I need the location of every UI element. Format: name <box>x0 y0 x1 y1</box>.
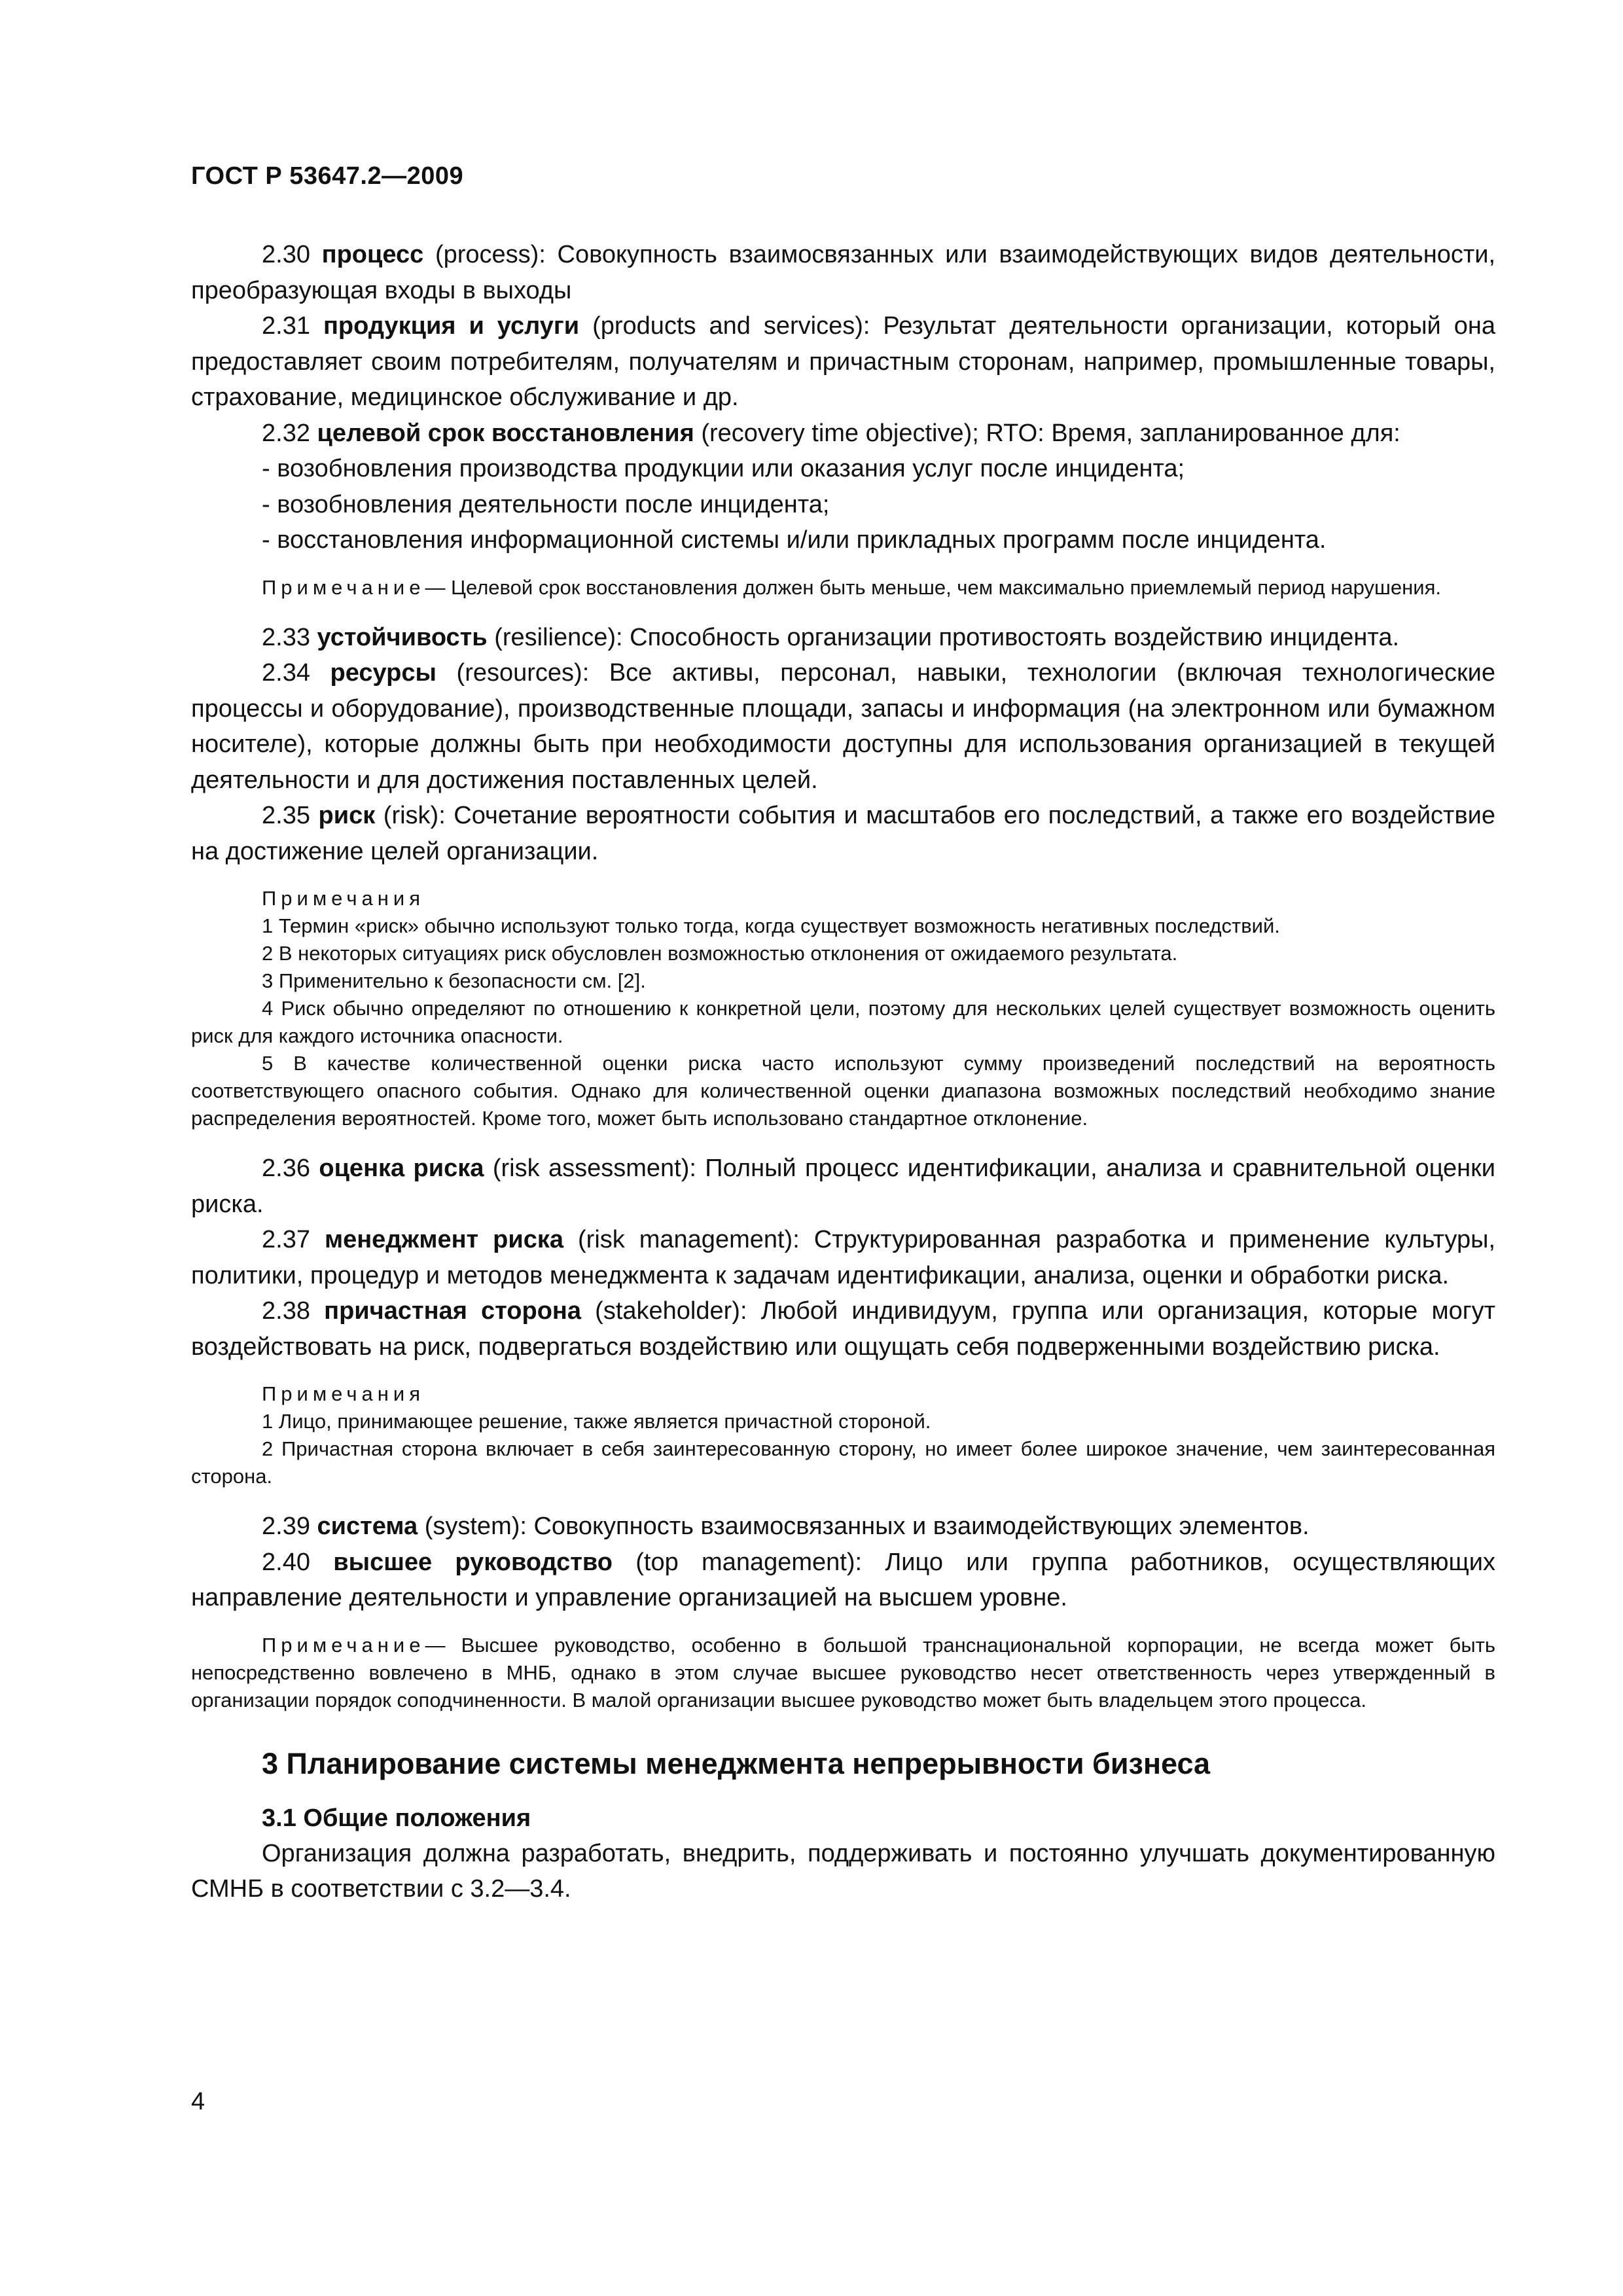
section-paragraph: Организация должна разработать, внедрить, поддерживать и постоянно улучшать документированную СМНБ в соответствии с 3.2—3.4. <box>191 1839 1495 1903</box>
term-name: система <box>317 1513 418 1540</box>
note-item: 1 Термин «риск» обычно используют только тогда, когда существует возможность негативных последствий. <box>262 914 1280 937</box>
term-name: продукция и услуги <box>323 312 580 340</box>
term-entry <box>191 416 1495 452</box>
term-entry <box>191 798 1495 869</box>
term-definition: (products and services): Результат деятельности организации, который она предоставляет своим потребителям, получателям и причастным сторонам, например, промышленные товары, страхование, медицинское обслуживание и др. <box>191 312 1496 411</box>
term-number: 2.38 <box>262 1297 310 1325</box>
term-entry <box>191 308 1495 416</box>
notes-heading: Примечания <box>262 1382 425 1405</box>
note-item: 1 Лицо, принимающее решение, также является причастной стороной. <box>262 1410 931 1433</box>
notes-block <box>191 885 1495 1132</box>
term-name: процесс <box>321 241 424 268</box>
term-entry <box>191 1222 1495 1293</box>
term-number: 2.32 <box>262 419 310 447</box>
note-item: 3 Применительно к безопасности см. [2]. <box>262 969 646 992</box>
term-name: целевой срок восстановления <box>317 419 694 447</box>
note-text <box>191 1632 1495 1714</box>
note-item: 5 В качестве количественной оценки риска часто используют сумму произведений последствий на вероятность соответствующего опасного события. Однако для количественной оценки диапазона возможных последствий необходимо знание распределения вероятностей. Кроме того, может быть использовано стандартное отклонение. <box>191 1052 1495 1130</box>
term-number: 2.37 <box>262 1226 310 1253</box>
list-item: - возобновления деятельности после инцидента; <box>262 490 830 518</box>
term-name: менеджмент риска <box>324 1226 564 1253</box>
term-definition: (resources): Все активы, персонал, навыки, технологии (включая технологические процессы и оборудование), производственные площади, запасы и информация (на электронном или бумажном носителе), которые должны быть при необходимости доступны для использования организацией в текущей деятельности и для достижения поставленных целей. <box>191 659 1496 794</box>
term-entry <box>191 1151 1495 1222</box>
term-number: 2.30 <box>262 241 310 268</box>
term-definition: (risk management): Структурированная разработка и применение культуры, политики, процедур и методов менеджмента к задачам идентификации, анализа, оценки и обработки риска. <box>191 1226 1496 1289</box>
term-number: 2.35 <box>262 802 310 829</box>
note-block <box>191 574 1495 601</box>
notes-block <box>191 1380 1495 1490</box>
term-entry <box>191 237 1495 308</box>
note-text <box>191 574 1495 601</box>
note-label: Примечание <box>262 1633 425 1657</box>
notes-heading: Примечания <box>262 887 425 910</box>
subsection-heading: 3.1 Общие положения <box>262 1804 531 1832</box>
term-name: устойчивость <box>317 623 488 651</box>
term-entry <box>191 620 1495 656</box>
term-definition: (top management): Лицо или группа работников, осуществляющих направление деятельности и управление организацией на высшем уровне. <box>191 1548 1495 1611</box>
term-entry <box>191 1293 1495 1365</box>
note-item: 2 В некоторых ситуациях риск обусловлен возможностью отклонения от ожидаемого результата. <box>262 942 1178 965</box>
note-body: — Высшее руководство, особенно в большой транснациональной корпорации, не всегда может быть непосредственно вовлечено в МНБ, однако в этом случае высшее руководство несет ответственность через утвержденный в организации порядок соподчиненности. В малой организации высшее руководство может быть владельцем этого процесса. <box>191 1633 1495 1712</box>
standard-header: ГОСТ Р 53647.2—2009 <box>191 162 464 190</box>
term-number: 2.36 <box>262 1155 310 1182</box>
term-entry <box>191 1509 1495 1545</box>
list-item: - восстановления информационной системы и/или прикладных программ после инцидента. <box>262 526 1327 554</box>
note-body: — Целевой срок восстановления должен быть меньше, чем максимально приемлемый период нарушения. <box>425 575 1441 599</box>
term-definition: (stakeholder): Любой индивидуум, группа или организация, которые могут воздействовать на риск, подвергаться воздействию или ощущать себя подверженными воздействию риска. <box>191 1297 1496 1361</box>
note-block <box>191 1632 1495 1714</box>
note-item: 4 Риск обычно определяют по отношению к конкретной цели, поэтому для нескольких целей существует возможность оценить риск для каждого источника опасности. <box>191 997 1495 1047</box>
note-item: 2 Причастная сторона включает в себя заинтересованную сторону, но имеет более широкое значение, чем заинтересованная сторона. <box>191 1437 1495 1488</box>
term-number: 2.34 <box>262 659 310 687</box>
term-entry <box>191 655 1495 798</box>
term-definition: (recovery time objective); RTO: Время, запланированное для: <box>701 419 1400 447</box>
term-name: ресурсы <box>330 659 437 687</box>
term-number: 2.40 <box>262 1548 310 1576</box>
term-name: оценка риска <box>319 1155 484 1182</box>
term-entry <box>191 1545 1495 1616</box>
term-name: высшее руководство <box>333 1548 613 1576</box>
term-definition: (risk assessment): Полный процесс идентификации, анализа и сравнительной оценки риска. <box>191 1155 1495 1218</box>
term-number: 2.39 <box>262 1513 310 1540</box>
note-label: Примечание <box>262 575 425 599</box>
term-definition: (system): Совокупность взаимосвязанных и взаимодействующих элементов. <box>424 1513 1310 1540</box>
page-number: 4 <box>191 2088 205 2115</box>
list-item: - возобновления производства продукции или оказания услуг после инцидента; <box>262 455 1185 482</box>
section-heading: 3 Планирование системы менеджмента непрерывности бизнеса <box>262 1746 1211 1780</box>
term-number: 2.31 <box>262 312 310 340</box>
term-definition: (resilience): Способность организации противостоять воздействию инцидента. <box>494 623 1400 651</box>
term-definition: (process): Совокупность взаимосвязанных или взаимодействующих видов деятельности, преобразующая входы в выходы <box>191 241 1496 304</box>
term-name: причастная сторона <box>324 1297 581 1325</box>
term-name: риск <box>318 802 376 829</box>
document-body <box>191 237 1495 1907</box>
term-number: 2.33 <box>262 623 310 651</box>
term-definition: (risk): Сочетание вероятности события и масштабов его последствий, а также его воздействие на достижение целей организации. <box>191 802 1495 865</box>
